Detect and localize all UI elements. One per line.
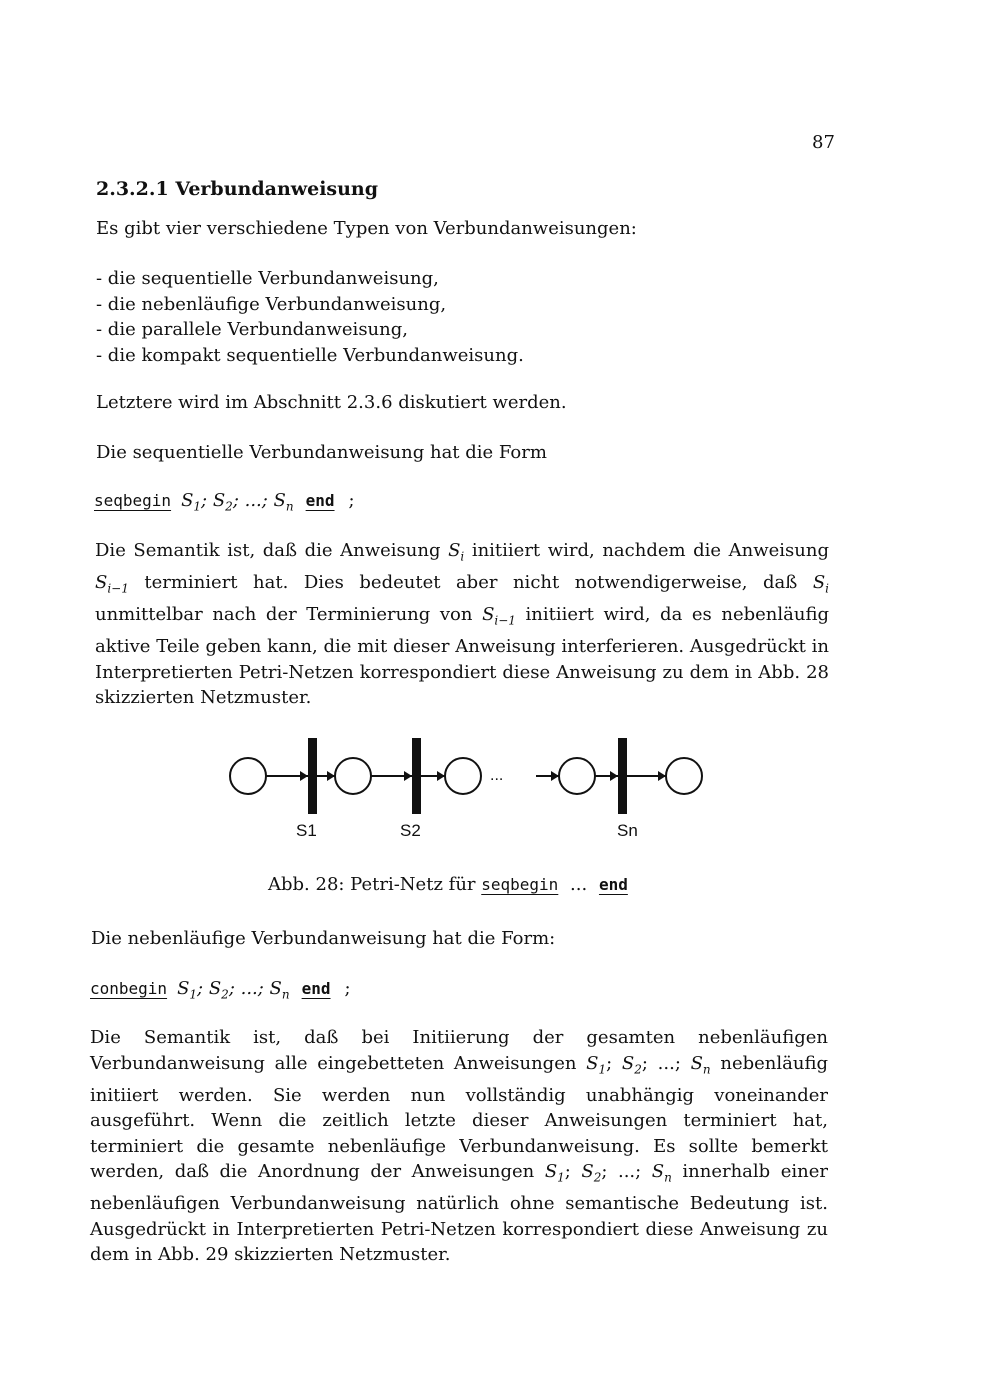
caption-dots: ... <box>570 874 588 895</box>
caption-end: end <box>598 875 628 894</box>
intro-paragraph: Es gibt vier verschiedene Typen von Verbundanweisungen: <box>96 218 637 239</box>
transition-bar <box>412 738 421 814</box>
place-circle <box>335 758 371 794</box>
transition-label: Sn <box>617 821 638 840</box>
arrow-head <box>437 771 445 781</box>
end-keyword: end <box>301 979 331 998</box>
list-item: - die sequentielle Verbundanweisung, <box>96 268 439 289</box>
place-circle <box>559 758 595 794</box>
arrow-head <box>404 771 412 781</box>
end-keyword: end <box>305 491 335 510</box>
seq-semantics-paragraph: Die Semantik ist, daß die Anweisung $S_i$ initiiert wird, nachdem die Anweisung $S_{i-1}$ terminiert hat. Dies bedeutet aber nicht notwendigerweise, daß $S_i$ unmittelbar nach der Terminierung von $S_{i-1}$ initiiert wird, da es nebenläufig aktive Teile geben kann, die mit dieser Anweisung interferieren. Ausgedrückt in Interpretierten Petri-Netzen korrespondiert diese Anweisung zu dem in Abb. 28 skizzierten Netzmuster. <box>95 540 829 709</box>
terminator: ; <box>348 490 355 511</box>
place-circle <box>230 758 266 794</box>
transition-bar <box>308 738 317 814</box>
statement-sequence: $S_1$; $S_2$; ...; $S_n$ <box>181 490 294 514</box>
seqbegin-keyword: seqbegin <box>94 491 172 510</box>
arrow-head <box>610 771 618 781</box>
arrow-head <box>658 771 666 781</box>
transition-bar <box>618 738 627 814</box>
list-item: - die nebenläufige Verbundanweisung, <box>96 293 447 315</box>
place-circle <box>666 758 702 794</box>
page-number: 87 <box>812 132 835 153</box>
discussion-note: Letztere wird im Abschnitt 2.3.6 diskutiert werden. <box>96 392 567 413</box>
con-semantics-paragraph: Die Semantik ist, daß bei Initiierung der gesamten nebenläufigen Verbundanweisung alle eingebetteten Anweisungen $S_1$; $S_2$; ...; $S_n$ nebenläufig initiiert werden. Sie werden nun vollständig unabhängig voneinander ausgeführt. Wenn die zeitlich letzte dieser Anweisungen terminiert hat, terminiert die gesamte nebenläufige Verbundanweisung. Es sollte bemerkt werden, daß die Anordnung der Anweisungen $S_1$; $S_2$; ...; $S_n$ innerhalb einer nebenläufigen Verbundanweisung natürlich ohne semantische Bedeutung ist. Ausgedrückt in Interpretierten Petri-Netzen korrespondiert diese Anweisung zu dem in Abb. 29 skizzierten Netzmuster. <box>90 1027 828 1266</box>
transition-label: S2 <box>400 821 421 840</box>
arrow-head <box>551 771 559 781</box>
place-circle <box>445 758 481 794</box>
seq-form-intro: Die sequentielle Verbundanweisung hat die Form <box>96 442 547 463</box>
arrow-head <box>300 771 308 781</box>
arrow-head <box>327 771 335 781</box>
statement-sequence: $S_1$; $S_2$; ...; $S_n$ <box>177 978 290 1002</box>
terminator: ; <box>344 978 351 999</box>
conbegin-keyword: conbegin <box>90 979 168 998</box>
transition-label: S1 <box>296 821 317 840</box>
list-item: - die parallele Verbundanweisung, <box>96 319 408 340</box>
caption-seqbegin: seqbegin <box>481 875 559 894</box>
section-heading: 2.3.2.1 Verbundanweisung <box>96 178 379 200</box>
figure-caption <box>268 874 628 895</box>
statement-type-list <box>96 266 524 368</box>
con-code-line <box>90 978 351 1002</box>
con-form-intro: Die nebenläufige Verbundanweisung hat die Form: <box>91 928 556 949</box>
list-item: - die kompakt sequentielle Verbundanweisung. <box>96 344 524 366</box>
caption-prefix: Abb. 28: Petri-Netz für <box>268 874 476 895</box>
seq-code-line <box>94 490 355 514</box>
ellipsis: ... <box>490 767 504 784</box>
petri-net-figure <box>220 730 720 850</box>
